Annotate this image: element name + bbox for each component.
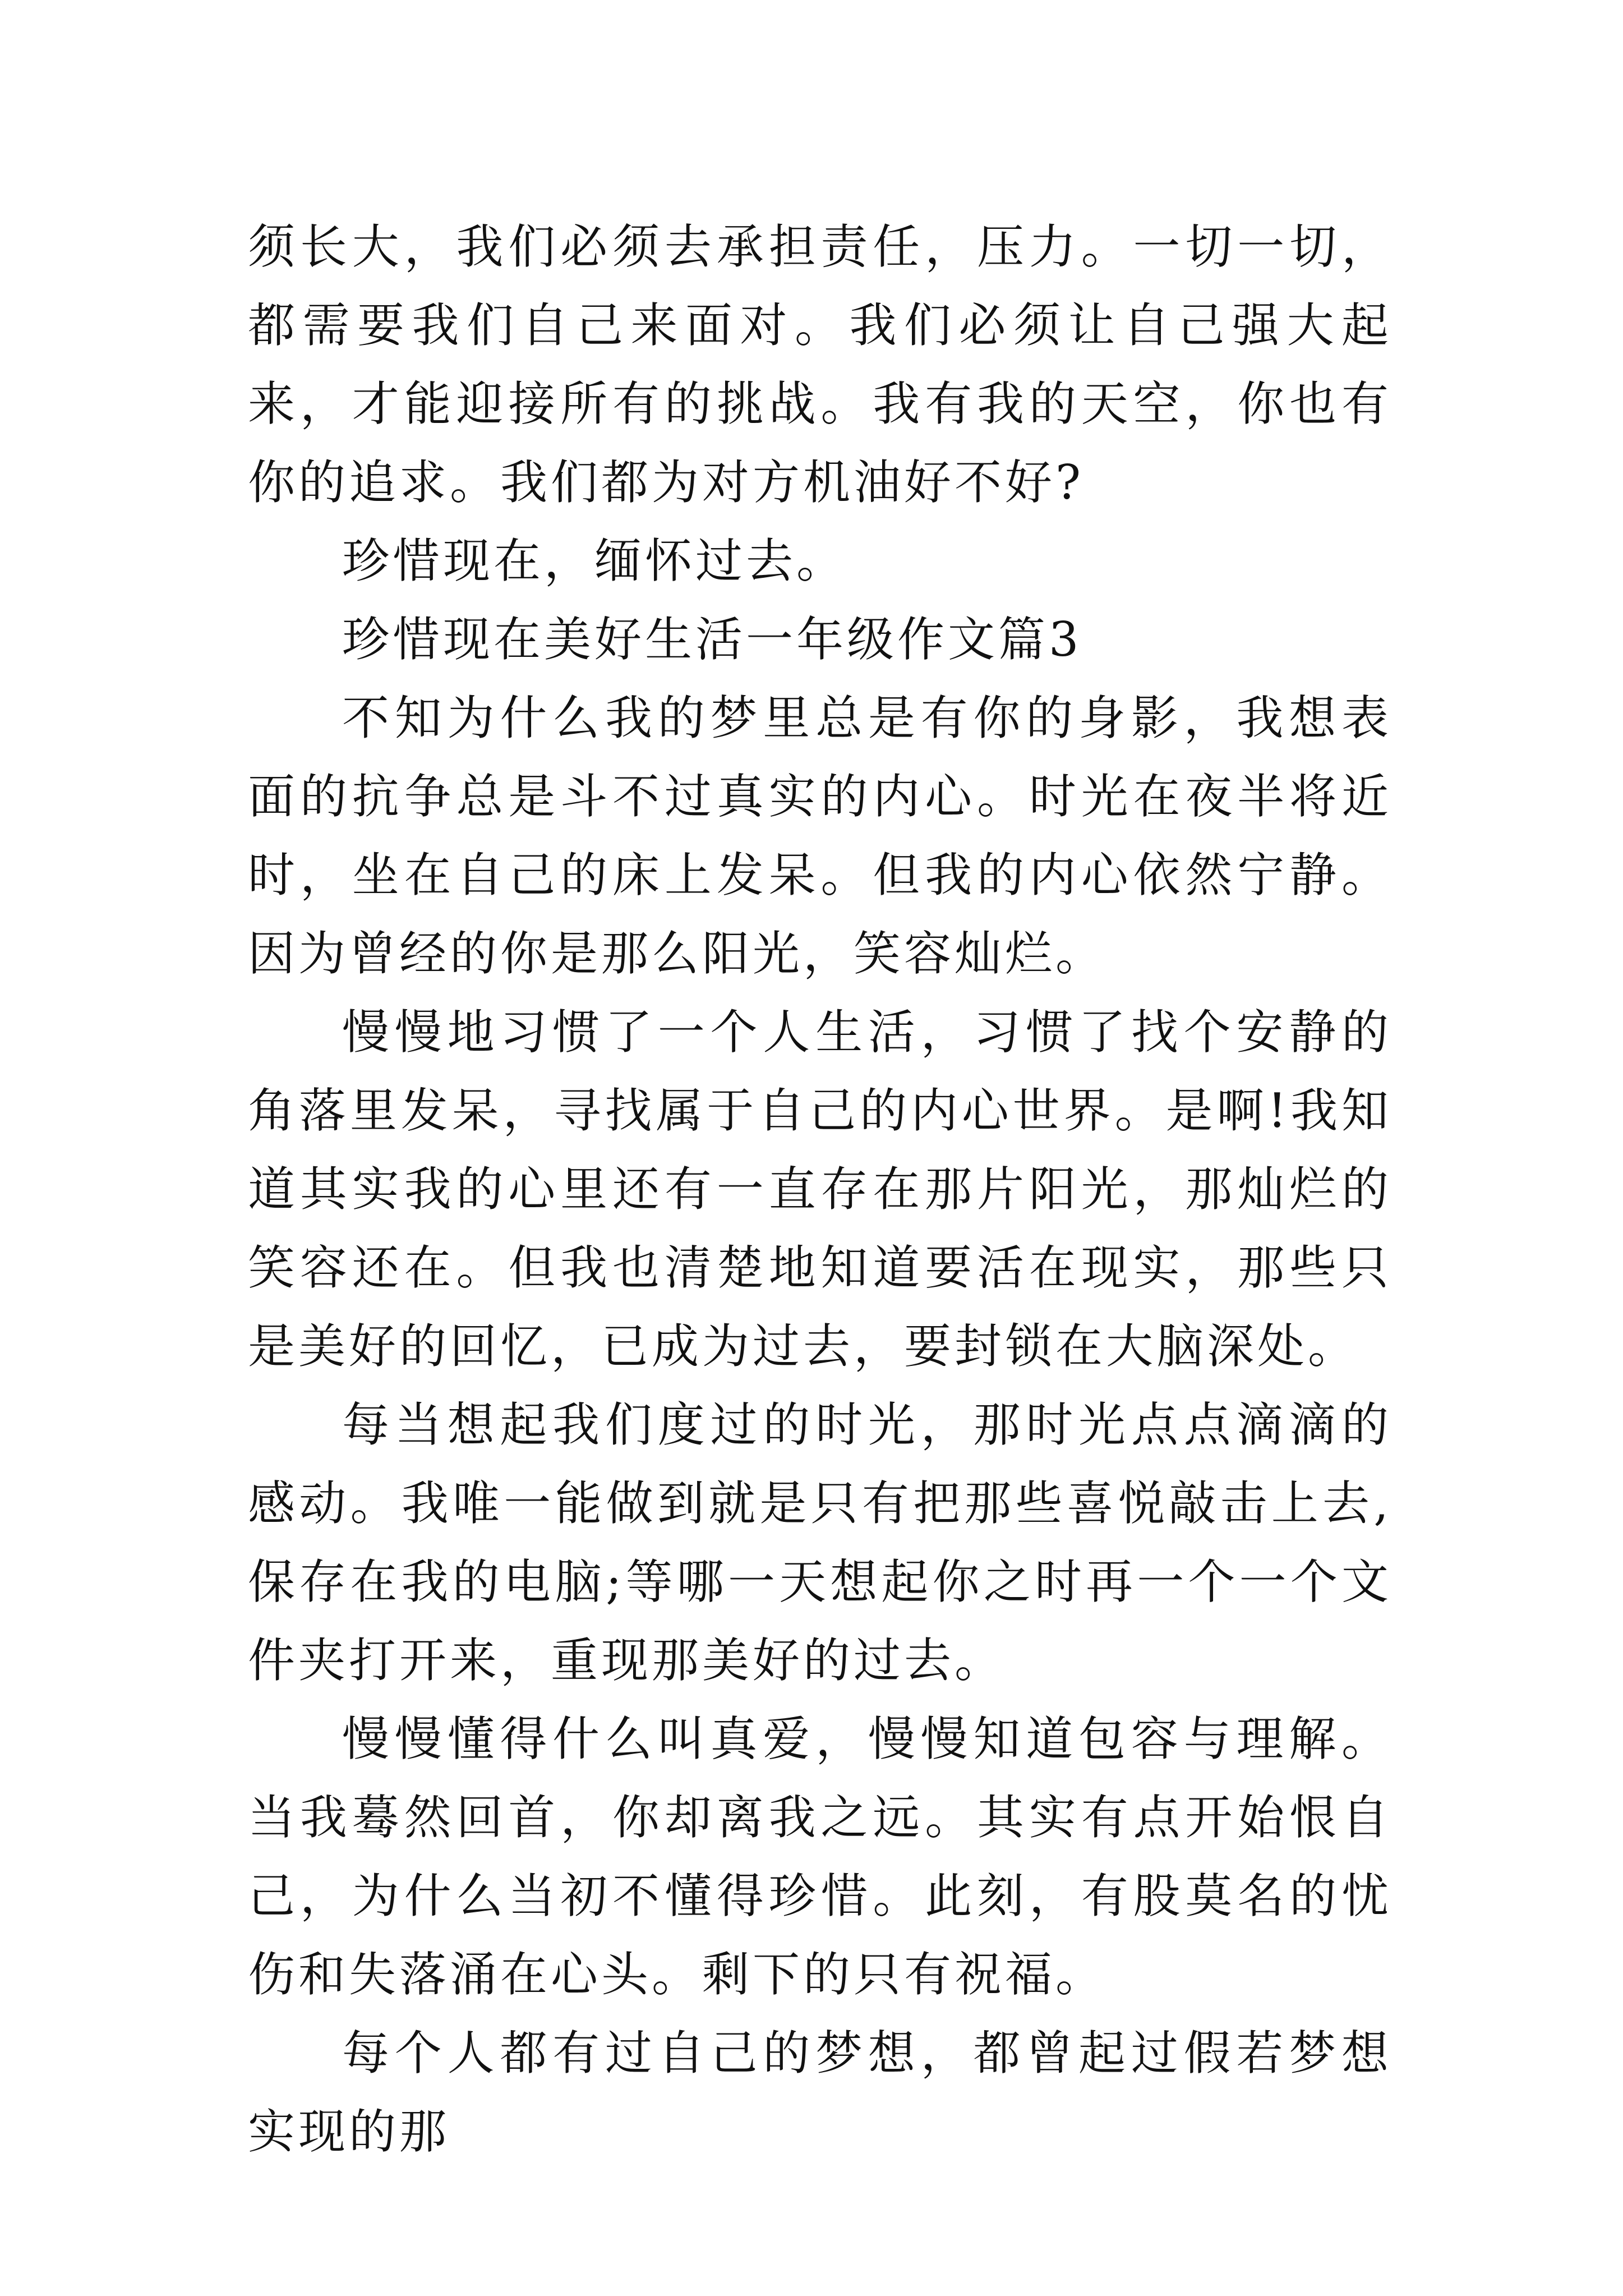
document-body bbox=[248, 208, 1392, 2171]
paragraph: 慢慢懂得什么叫真爱，慢慢知道包容与理解。当我蓦然回首，你却离我之远。其实有点开始恨自己，为什么当初不懂得珍惜。此刻，有股莫名的忧伤和失落涌在心头。剩下的只有祝福。 bbox=[248, 1711, 1392, 2002]
paragraph-continued: 须长大，我们必须去承担责任，压力。一切一切，都需要我们自己来面对。我们必须让自己强大起来，才能迎接所有的挑战。我有我的天空，你也有你的追求。我们都为对方机油好不好? bbox=[248, 219, 1392, 510]
paragraph: 每个人都有过自己的梦想，都曾起过假若梦想实现的那 bbox=[248, 2026, 1392, 2159]
paragraph: 珍惜现在，缅怀过去。 bbox=[342, 533, 847, 588]
section-heading: 珍惜现在美好生活一年级作文篇3 bbox=[342, 612, 1082, 667]
paragraph: 慢慢地习惯了一个人生活，习惯了找个安静的角落里发呆，寻找属于自己的内心世界。是啊!我知道其实我的心里还有一直存在那片阳光，那灿烂的笑容还在。但我也清楚地知道要活在现实，那些只是美好的回忆，已成为过去，要封锁在大脑深处。 bbox=[248, 1005, 1392, 1374]
paragraph: 不知为什么我的梦里总是有你的身影，我想表面的抗争总是斗不过真实的内心。时光在夜半将近时，坐在自己的床上发呆。但我的内心依然宁静。因为曾经的你是那么阳光，笑容灿烂。 bbox=[248, 691, 1392, 981]
paragraph: 每当想起我们度过的时光，那时光点点滴滴的感动。我唯一能做到就是只有把那些喜悦敲击上去,保存在我的电脑;等哪一天想起你之时再一个一个文件夹打开来，重现那美好的过去。 bbox=[248, 1397, 1392, 1688]
